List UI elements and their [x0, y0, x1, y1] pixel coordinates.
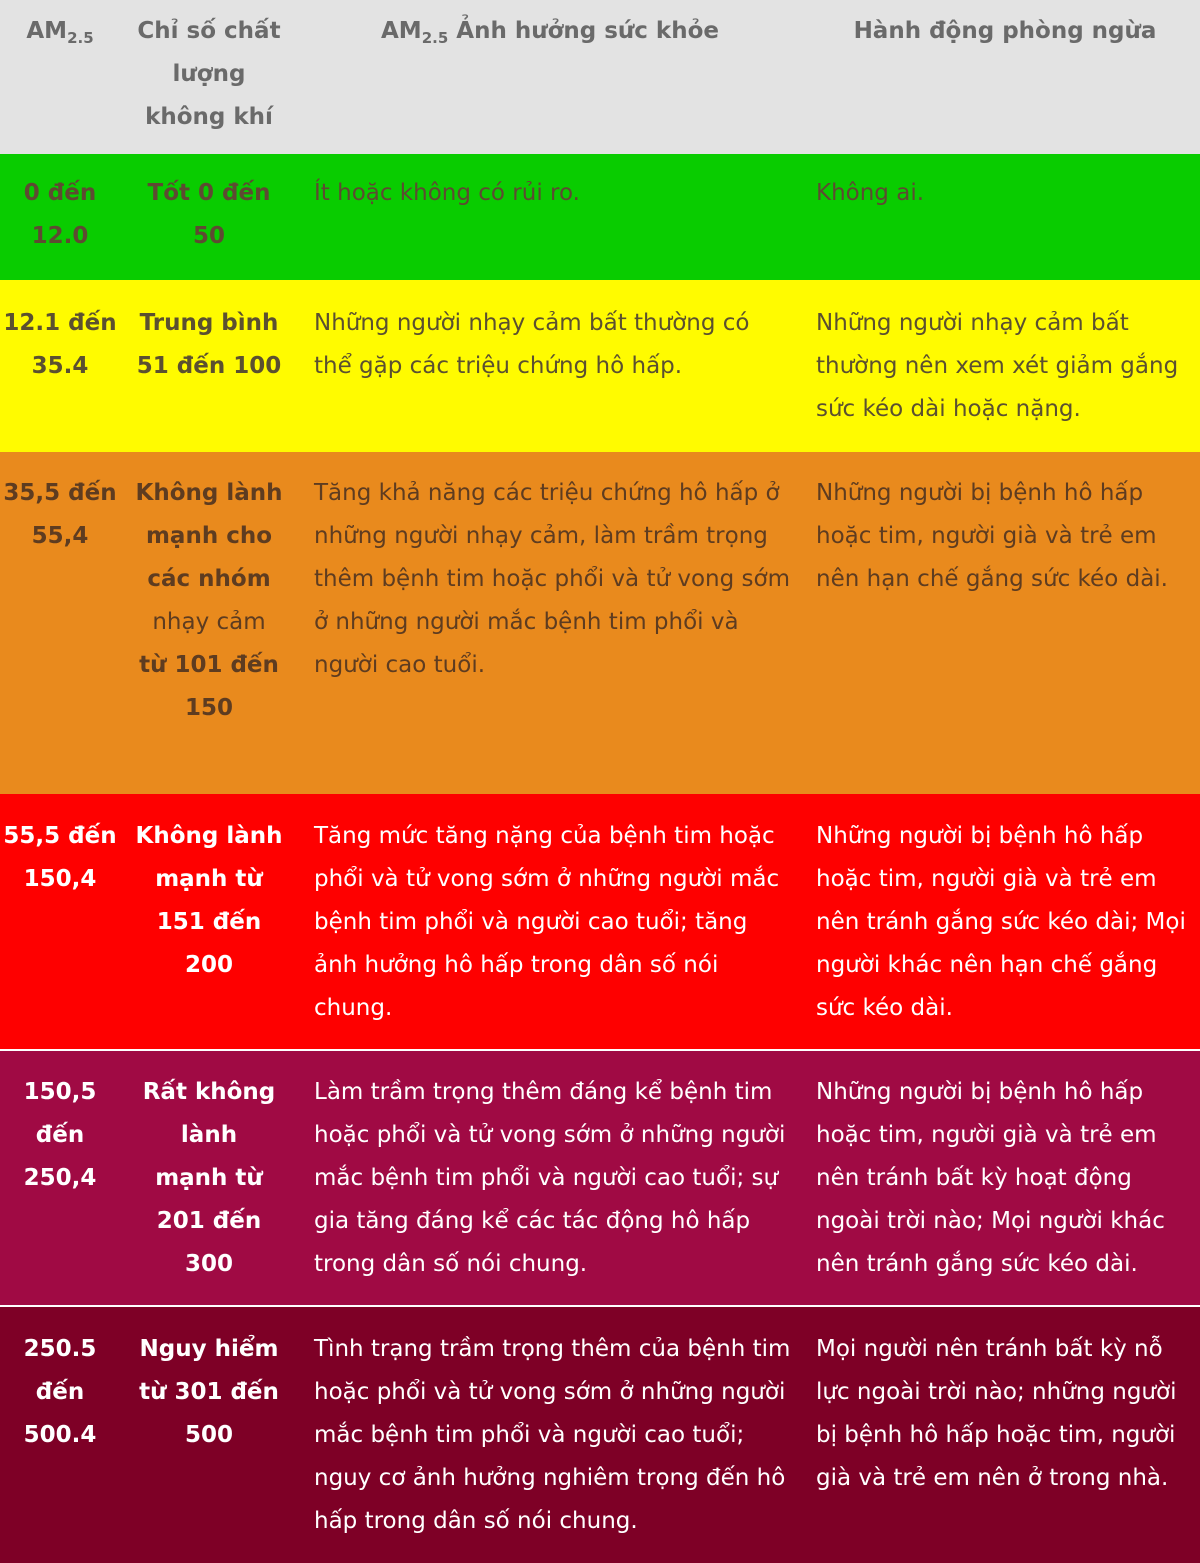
- health-effect: Tăng khả năng các triệu chứng hô hấp ở những người nhạy cảm, làm trầm trọng thêm bệnh tim hoặc phổi và tử vong sớm ở những người mắc bệnh tim phổi và người cao tuổi.: [314, 480, 791, 678]
- prevention-action: Những người bị bệnh hô hấp hoặc tim, người già và trẻ em nên hạn chế gắng sức kéo dài.: [816, 480, 1168, 592]
- header-aqi: Chỉ số chất lượng không khí: [137, 18, 281, 130]
- row-divider: [0, 1305, 1200, 1307]
- pm-range: 55,5 đến 150,4: [3, 823, 117, 892]
- table-row: [0, 794, 1200, 1050]
- pm-range: 12.1 đến 35.4: [3, 310, 117, 379]
- aqi-category: Nguy hiểm từ 301 đến 500: [139, 1336, 279, 1448]
- prevention-action: Những người bị bệnh hô hấp hoặc tim, người già và trẻ em nên tránh bất kỳ hoạt động ngoài trời nào; Mọi người khác nên tránh gắng sức kéo dài.: [816, 1079, 1165, 1277]
- health-effect: Ít hoặc không có rủi ro.: [314, 180, 580, 206]
- table-row: [0, 1050, 1200, 1306]
- aqi-category: Tốt 0 đến 50: [147, 180, 271, 249]
- health-effect: Những người nhạy cảm bất thường có thể gặp các triệu chứng hô hấp.: [314, 310, 750, 379]
- aqi-category: Rất không lành mạnh từ 201 đến 300: [142, 1079, 276, 1277]
- pm-range: 150,5 đến 250,4: [23, 1079, 97, 1191]
- pm-range: 250.5 đến 500.4: [23, 1336, 97, 1448]
- header-pm25: $AM_{2.5}$: [26, 18, 94, 47]
- prevention-action: Không ai.: [816, 180, 925, 206]
- prevention-action: Những người bị bệnh hô hấp hoặc tim, người già và trẻ em nên tránh gắng sức kéo dài; Mọi người khác nên hạn chế gắng sức kéo dài.: [816, 823, 1186, 1021]
- prevention-action: Mọi người nên tránh bất kỳ nỗ lực ngoài trời nào; những người bị bệnh hô hấp hoặc tim, người già và trẻ em nên ở trong nhà.: [816, 1336, 1177, 1491]
- header-health-effects: $AM_{2.5}$ Ảnh hưởng sức khỏe: [380, 18, 719, 47]
- pm-range: 35,5 đến 55,4: [3, 480, 117, 549]
- health-effect: Tình trạng trầm trọng thêm của bệnh tim hoặc phổi và tử vong sớm ở những người mắc bệnh tim phổi và người cao tuổi; nguy cơ ảnh hưởng nghiêm trọng đến hô hấp trong dân số nói chung.: [314, 1336, 791, 1534]
- health-effect: Tăng mức tăng nặng của bệnh tim hoặc phổi và tử vong sớm ở những người mắc bệnh tim phổi và người cao tuổi; tăng ảnh hưởng hô hấp trong dân số nói chung.: [314, 823, 780, 1021]
- pm-range: 0 đến 12.0: [23, 180, 97, 249]
- table-row: [0, 280, 1200, 452]
- table-row: [0, 452, 1200, 794]
- table-row: [0, 1306, 1200, 1563]
- aqi-category: Không lành mạnh cho các nhóm nhạy cảm từ 101 đến 150: [135, 480, 283, 721]
- table-header: [0, 0, 1200, 154]
- prevention-action: Những người nhạy cảm bất thường nên xem xét giảm gắng sức kéo dài hoặc nặng.: [816, 310, 1179, 422]
- aqi-category: Không lành mạnh từ 151 đến 200: [135, 823, 283, 978]
- header-prevention: Hành động phòng ngừa: [853, 18, 1157, 44]
- health-effect: Làm trầm trọng thêm đáng kể bệnh tim hoặc phổi và tử vong sớm ở những người mắc bệnh tim phổi và người cao tuổi; sự gia tăng đáng kể các tác động hô hấp trong dân số nói chung.: [314, 1079, 786, 1277]
- row-divider: [0, 1049, 1200, 1051]
- table-row: [0, 154, 1200, 280]
- aqi-category: Trung bình 51 đến 100: [136, 310, 282, 379]
